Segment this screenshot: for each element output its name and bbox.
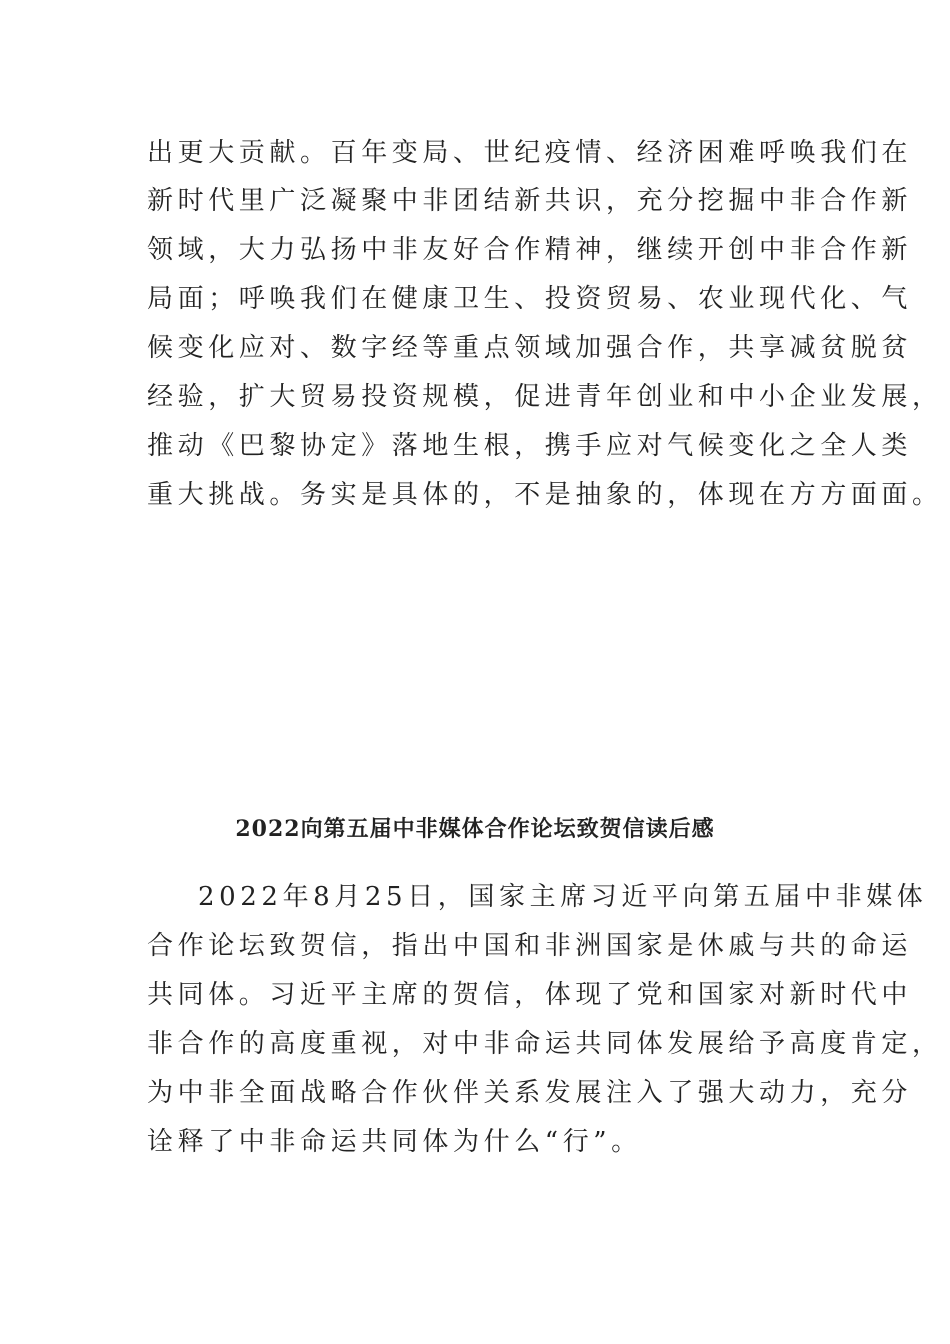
paragraph-line: 推动《巴黎协定》落地生根，携手应对气候变化之全人类 xyxy=(147,431,913,461)
paragraph-line: 局面；呼唤我们在健康卫生、投资贸易、农业现代化、气 xyxy=(147,284,913,314)
paragraph-line: 经验，扩大贸易投资规模，促进青年创业和中小企业发展， xyxy=(147,382,943,412)
paragraph-line: 非合作的高度重视，对中非命运共同体发展给予高度肯定， xyxy=(147,1029,943,1059)
paragraph-line: 为中非全面战略合作伙伴关系发展注入了强大动力，充分 xyxy=(147,1078,913,1108)
paragraph-line: 2022年8月25日，国家主席习近平向第五届中非媒体 xyxy=(198,882,928,912)
paragraph-line: 出更大贡献。百年变局、世纪疫情、经济困难呼唤我们在 xyxy=(147,138,913,168)
paragraph-line: 诠释了中非命运共同体为什么“行”。 xyxy=(147,1127,642,1157)
paragraph-line: 重大挑战。务实是具体的，不是抽象的，体现在方方面面。 xyxy=(147,480,943,510)
paragraph-line: 新时代里广泛凝聚中非团结新共识，充分挖掘中非合作新 xyxy=(147,186,913,216)
paragraph-line: 共同体。习近平主席的贺信，体现了党和国家对新时代中 xyxy=(147,980,913,1010)
paragraph-line: 领域，大力弘扬中非友好合作精神，继续开创中非合作新 xyxy=(147,235,913,265)
paragraph-line: 候变化应对、数字经等重点领域加强合作，共享减贫脱贫 xyxy=(147,333,913,363)
section-title: 2022向第五届中非媒体合作论坛致贺信读后感 xyxy=(235,816,715,842)
paragraph-line: 合作论坛致贺信，指出中国和非洲国家是休戚与共的命运 xyxy=(147,931,913,961)
